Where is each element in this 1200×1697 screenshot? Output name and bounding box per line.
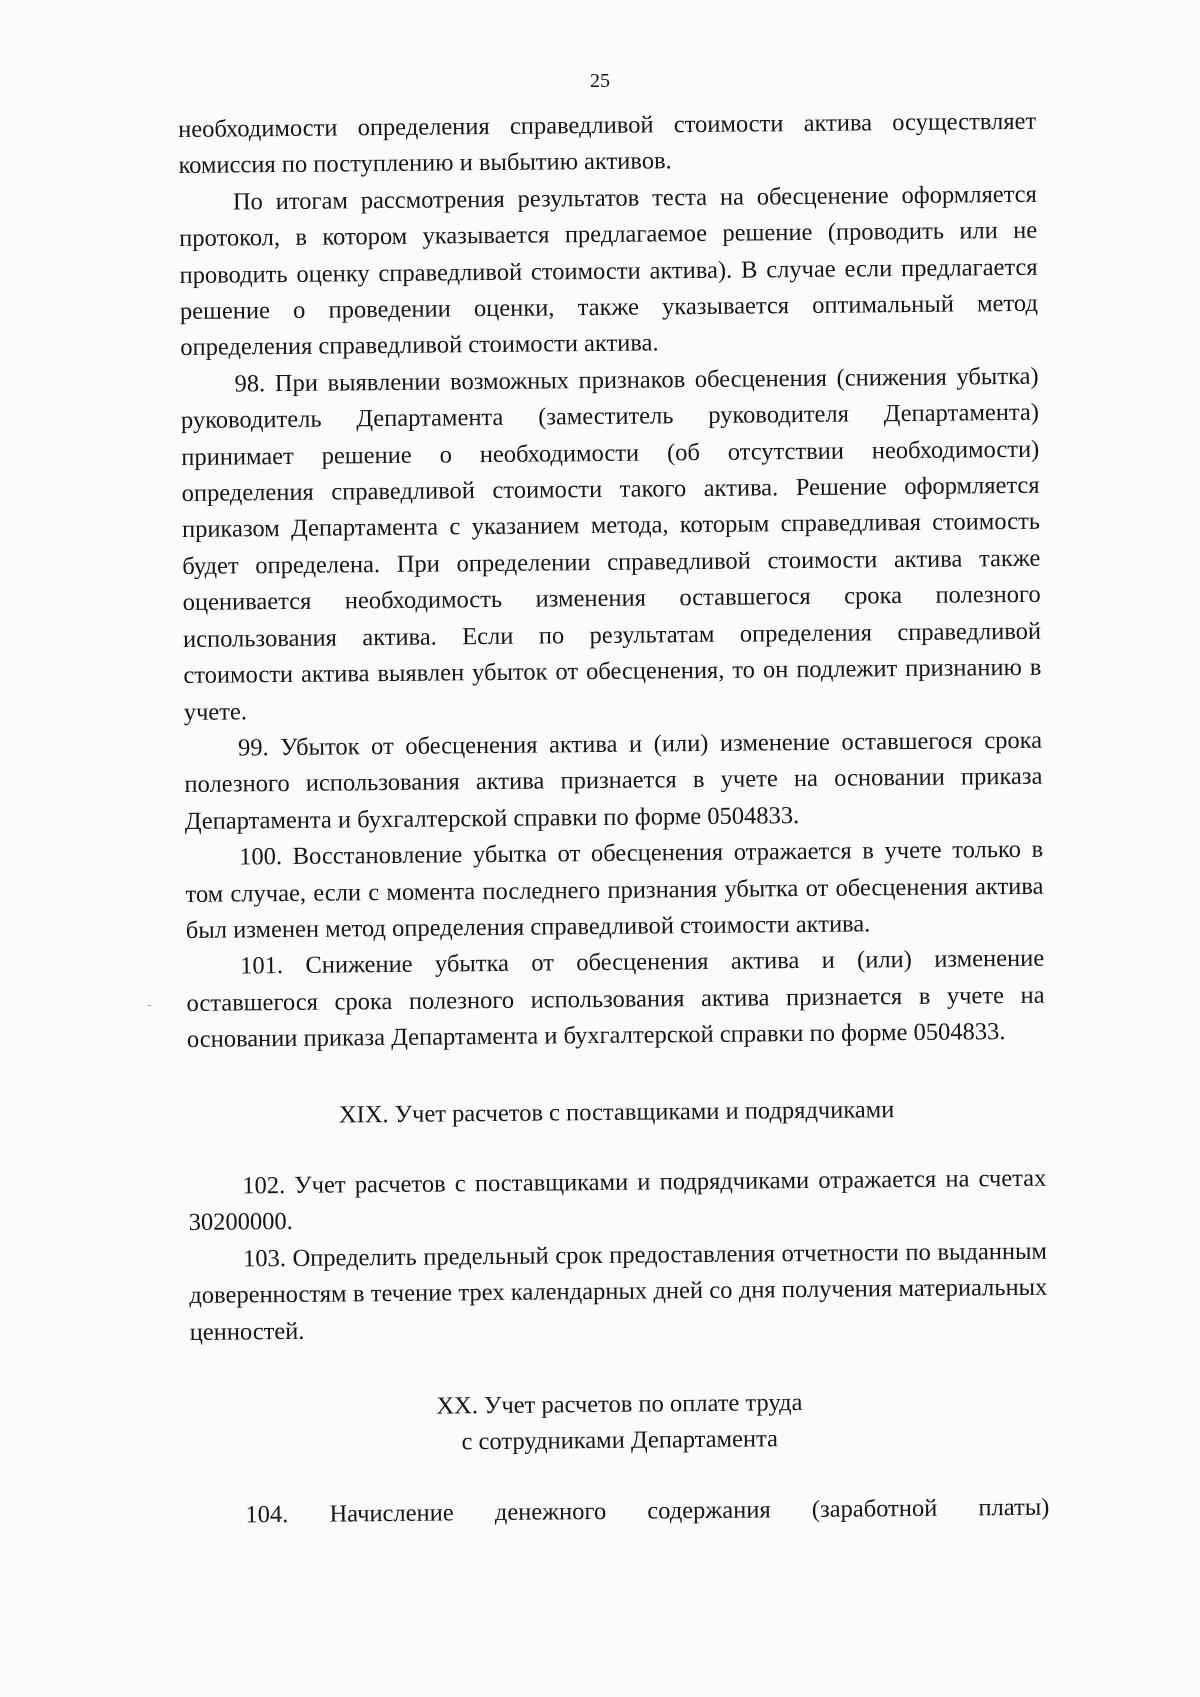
- word: содержания: [647, 1496, 771, 1525]
- document-body: [178, 104, 1050, 1534]
- scan-speck: [148, 1005, 151, 1006]
- section-heading-xx-line1: XX. Учет расчетов по оплате труда: [436, 1389, 803, 1420]
- word: 104.: [245, 1500, 289, 1529]
- word: денежного: [494, 1497, 607, 1526]
- paragraph-98: 98. При выявлении возможных признаков обесценения (снижения убытка) руководитель Департамента (заместитель руководителя Департамента) принимает решение о необходимости (об отсутствии необходимости) определения справедливой стоимости такого актива. Решение оформляется приказом Департамента с указанием метода, которым справедливая стоимость будет определена. При определении справедливой стоимости актива также оценивается необходимость изменения оставшегося срока полезного использования актива. Если по результатам определения справедливой стоимости актива выявлен убыток от обесценения, то он подлежит признанию в учете.: [180, 362, 1042, 726]
- section-heading-xix: XIX. Учет расчетов с поставщиками и подрядчиками: [338, 1095, 895, 1129]
- page-number: 25: [590, 70, 610, 92]
- paragraph-102: 102. Учет расчетов с поставщиками и подрядчиками отражается на счетах 30200000.: [188, 1164, 1047, 1237]
- paragraph-protocol: По итогам рассмотрения результатов теста на обесценение оформляется протокол, в котором указывается предлагаемое решение (проводить или не проводить оценку справедливой стоимости актива). В случае если предлагается решение о проведении оценки, также указывается оптимальный метод определения справедливой стоимости актива.: [179, 180, 1039, 362]
- section-heading-xx: [190, 1383, 1049, 1464]
- paragraph-99: 99. Убыток от обесценения актива и (или) изменение оставшегося срока полезного использования актива признается в учете на основании приказа Департамента и бухгалтерской справки по форме 0504833.: [184, 726, 1043, 835]
- word: платы): [978, 1493, 1050, 1522]
- paragraph-101: 101. Снижение убытка от обесценения актива и (или) изменение оставшегося срока полезного использования актива признается в учете на основании приказа Департамента и бухгалтерской справки по форме 0504833.: [186, 945, 1045, 1054]
- paragraph-104-first-line: [191, 1490, 1049, 1535]
- paragraph-103: 103. Определить предельный срок предоставления отчетности по выданным доверенностям в течение трех календарных дней со дня получения материальных ценностей.: [189, 1237, 1048, 1346]
- paragraph-100: 100. Восстановление убытка от обесценения отражается в учете только в том случае, если с момента последнего признания убытка от обесценения актива был изменен метод определения справедливой стоимости актива.: [185, 835, 1044, 944]
- word: Начисление: [329, 1499, 454, 1528]
- paragraph-continuation: необходимости определения справедливой стоимости актива осуществляет комиссия по поступлению и выбытию активов.: [178, 107, 1037, 180]
- section-heading-xx-line2: с сотрудниками Департамента: [461, 1425, 779, 1456]
- word: (заработной: [811, 1494, 938, 1523]
